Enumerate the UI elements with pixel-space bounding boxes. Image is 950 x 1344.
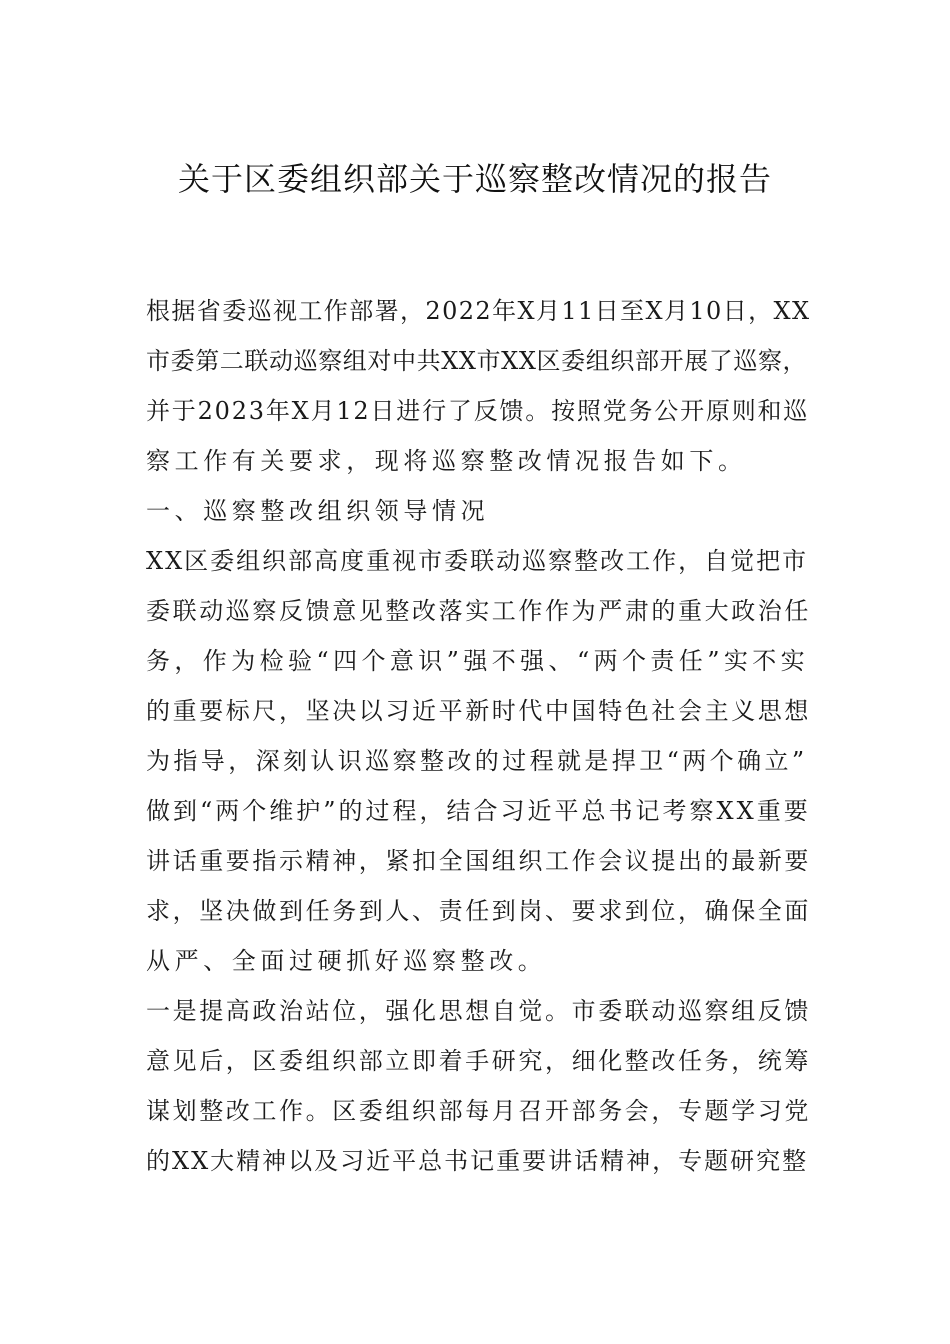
section-paragraph — [146, 986, 811, 1186]
text-line: XX区委组织部高度重视市委联动巡察整改工作，自觉把市 — [146, 547, 809, 575]
text-line: 意见后，区委组织部立即着手研究，细化整改任务，统筹 — [146, 1047, 811, 1075]
section-heading: 一、巡察整改组织领导情况 — [146, 497, 490, 525]
text-line: 做到“两个维护”的过程，结合习近平总书记考察XX重要 — [146, 797, 811, 825]
text-line: 市委第二联动巡察组对中共XX市XX区委组织部开展了巡察， — [146, 347, 808, 375]
document-title: 关于区委组织部关于巡察整改情况的报告 — [177, 160, 772, 198]
text-line: 的重要标尺，坚决以习近平新时代中国特色社会主义思想 — [146, 697, 811, 725]
text-line: 一是提高政治站位，强化思想自觉。市委联动巡察组反馈 — [146, 997, 811, 1025]
text-line: 从严、全面过硬抓好巡察整改。 — [146, 947, 547, 975]
intro-paragraph — [146, 286, 811, 486]
text-line: 并于2023年X月12日进行了反馈。按照党务公开原则和巡 — [146, 397, 810, 425]
text-line: 求，坚决做到任务到人、责任到岗、要求到位，确保全面 — [146, 897, 811, 925]
text-line: 务，作为检验“四个意识”强不强、“两个责任”实不实 — [146, 647, 810, 675]
text-line: 为指导，深刻认识巡察整改的过程就是捍卫“两个确立” — [146, 747, 808, 775]
text-line: 委联动巡察反馈意见整改落实工作作为严肃的重大政治任 — [146, 597, 811, 625]
text-line: 根据省委巡视工作部署，2022年X月11日至X月10日，XX — [146, 297, 811, 325]
text-line: 谋划整改工作。区委组织部每月召开部务会，专题学习党 — [146, 1097, 811, 1125]
text-line: 察工作有关要求，现将巡察整改情况报告如下。 — [146, 447, 747, 475]
text-line: 讲话重要指示精神，紧扣全国组织工作会议提出的最新要 — [146, 847, 811, 875]
text-line: 的XX大精神以及习近平总书记重要讲话精神，专题研究整 — [146, 1147, 809, 1175]
document-body — [146, 286, 811, 1186]
section-paragraph — [146, 536, 811, 986]
